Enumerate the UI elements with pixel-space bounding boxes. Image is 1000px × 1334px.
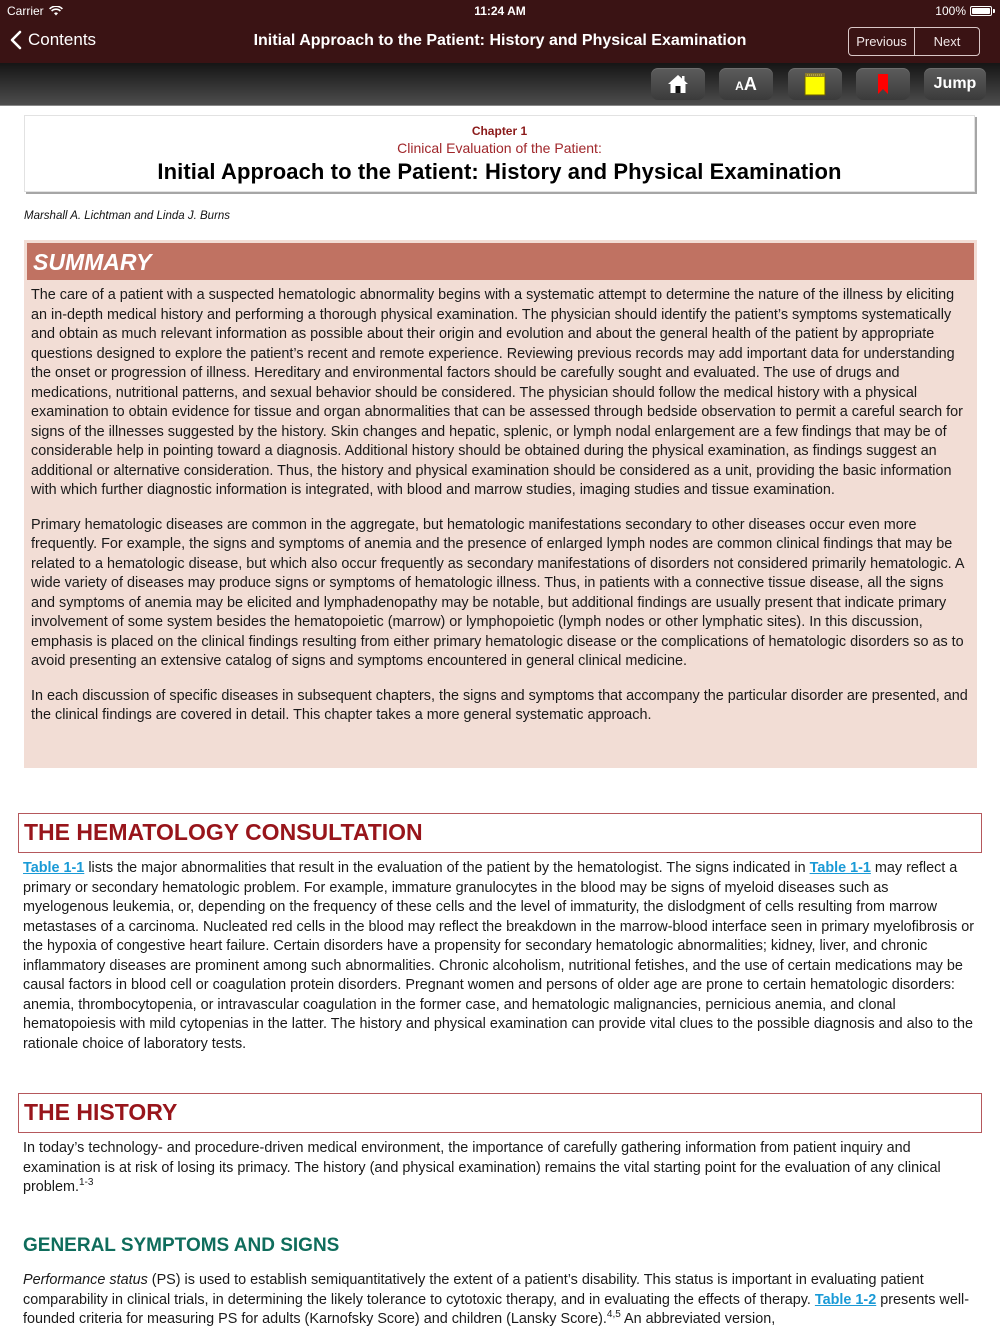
reader-toolbar <box>0 63 1000 106</box>
summary-paragraph: In each discussion of specific diseases in subsequent chapters, the signs and symptoms that accompany the particular disorder are presented, and the clinical findings are covered in detail. This chapter takes a more general systematic approach. <box>31 687 968 723</box>
notes-button[interactable] <box>788 68 842 100</box>
page-title: Initial Approach to the Patient: History and Physical Examination <box>253 32 747 49</box>
home-icon <box>667 73 689 95</box>
chapter-number: Chapter 1 <box>471 124 528 138</box>
next-button[interactable]: Next <box>933 34 961 49</box>
summary-paragraph: The care of a patient with a suspected hematologic abnormality begins with a systematic attempt to determine the nature of the illness by eliciting an in-depth medical history and performing a thorough physical examination. The physician should identify the patient’s symptoms systematically and obtain as much relevant information as possible about their origin and evolution and about the general health of the patient by appropriate questions designed to explore the patient’s recent and remote experience. Reviewing previous records may add important data for understanding the onset or progression of illness. Hereditary and environmental factors should be carefully sought and evaluated. The use of drugs and medications, nutritional patterns, and sexual behavior should be considered. The physician should follow the medical history with a physical examination to obtain evidence for tissue and organ abnormalities that can be assessed through bedside observation to permit a careful search for signs of the illnesses suggested by the history. Skin changes and hepatic, splenic, or lymph nodal enlargement are a few findings that may be of considerable help in pointing toward a diagnosis. Additional history should be obtained during the physical examination, as findings suggest an additional or alternative consideration. Thus, the history and physical examination should be considered as a unit, providing the basic information with which further diagnostic information is integrated, with blood and marrow studies, imaging studies and tissue examination. <box>31 287 963 498</box>
wifi-icon <box>49 6 63 16</box>
chapter-subtitle: Clinical Evaluation of the Patient: <box>397 140 602 156</box>
back-label: Contents <box>28 30 97 49</box>
chapter-authors: Marshall A. Lichtman and Linda J. Burns <box>24 210 231 222</box>
chevron-left-icon <box>10 30 22 50</box>
jump-button[interactable]: Jump <box>924 68 986 100</box>
summary-paragraph: Primary hematologic diseases are common in the aggregate, but hematologic manifestations secondary to other diseases occur even more frequently. For example, the signs and symptoms of anemia and the presence of enlarged lymph nodes are common clinical findings that may be related to a hematologic disease, but which also occur frequently as secondary manifestations of disorders not considered primarily hematologic. A wide variety of diseases may produce signs or symptoms of hematologic illness. Thus, in patients with a connective tissue disease, all the signs and symptoms of anemia may be elicited and lymphadenopathy may be notable, but additional findings are usually present that indicate primary involvement of some system besides the hematopoietic (marrow) or lymphopoietic (lymph nodes or other lymphatic sites). In this discussion, emphasis is placed on the clinical findings resulting from either primary hematologic disease or the complications of hematologic disorders so as to avoid presenting an extensive catalog of signs and symptoms encountered in general clinical medicine. <box>31 516 964 669</box>
battery-indicator <box>935 4 992 18</box>
top-bar <box>0 0 1000 63</box>
prev-next-segmented-control <box>848 27 980 56</box>
summary-heading: SUMMARY <box>27 243 974 280</box>
history-paragraph: In today’s technology- and procedure-driven medical environment, the importance of carefully gathering information from patient inquiry and examination is at risk of losing its primacy. The history (and physical examination) remains the vital starting point for the evaluation of any clinical problem.$^{1-3}$ <box>23 1140 941 1195</box>
home-button[interactable] <box>651 68 705 100</box>
chapter-header <box>24 115 975 192</box>
battery-percent: 100% <box>935 4 966 18</box>
subsection-heading-general-symptoms: GENERAL SYMPTOMS AND SIGNS <box>23 1235 340 1256</box>
citation-superscript: 1-3 <box>79 1177 94 1188</box>
font-size-icon: AA <box>735 73 757 94</box>
battery-icon <box>970 6 992 16</box>
summary-box <box>24 240 977 768</box>
table-1-2-link[interactable]: Table 1-2 <box>814 1291 877 1308</box>
navigation-bar <box>0 22 1000 63</box>
previous-button[interactable]: Previous <box>849 28 915 55</box>
general-symptoms-paragraph: Performance status (PS) is used to establish semiquantitatively the extent of a patient’s disability. This status is important in evaluating patient comparability in clinical trials, in determining the likely tolerance to cytotoxic therapy, and in evaluating the effects of therapy. Table 1-2 presents well-founded criteria for measuring PS for adults (Karnofsky Score) and children (Lansky Score).$^{4,5}$ An abbreviated version, <box>23 1272 970 1327</box>
citation-superscript: 4,5 <box>606 1309 621 1320</box>
bookmark-icon <box>877 73 889 95</box>
section-heading-consultation: THE HEMATOLOGY CONSULTATION <box>18 813 982 853</box>
section-heading-history: THE HISTORY <box>18 1093 982 1133</box>
sticky-note-icon <box>804 72 826 96</box>
clock: 11:24 AM <box>474 4 526 18</box>
bookmark-button[interactable] <box>856 68 910 100</box>
table-1-1-link[interactable]: Table 1-1 <box>23 860 85 876</box>
carrier-indicator <box>7 4 63 18</box>
chapter-title: Initial Approach to the Patient: History and Physical Examination <box>157 159 842 184</box>
carrier-label: Carrier <box>7 4 44 18</box>
back-to-contents-button[interactable] <box>10 30 96 50</box>
table-1-1-link[interactable]: Table 1-1 <box>809 860 871 876</box>
consultation-paragraph: Table 1-1 lists the major abnormalities that result in the evaluation of the patient by the hematologist. The signs indicated in Table 1-1 may reflect a primary or secondary hematologic problem. For example, immature granulocytes in the blood may be signs of myeloid diseases such as myelogenous leukemia, or, depending on the frequency of these cells and the level of immaturity, the dislodgment of cells resulting from marrow metastases of a carcinoma. Nucleated red cells in the blood may reflect the breakdown in the marrow-blood interface seen in primary myelofibrosis or the hypoxia of congestive heart failure. Certain disorders have a propensity for secondary hematologic abnormalities; kidney, liver, and chronic inflammatory diseases are prominent among such abnormalities. Chronic alcoholism, nutritional fetishes, and the use of certain medications may be causal factors in blood cell or coagulation protein disorders. Pregnant women and persons of older age are prone to certain hematologic disorders: anemia, thrombocytopenia, or intravascular coagulation in the former case, and hematologic malignancies, pernicious anemia, and clonal hematopoiesis with mild cytopenias in the latter. The history and physical examination can provide vital clues to the possible diagnosis and also to the rationale choice of laboratory tests. <box>23 860 975 1052</box>
font-size-button[interactable] <box>719 68 773 100</box>
status-bar <box>0 0 1000 22</box>
